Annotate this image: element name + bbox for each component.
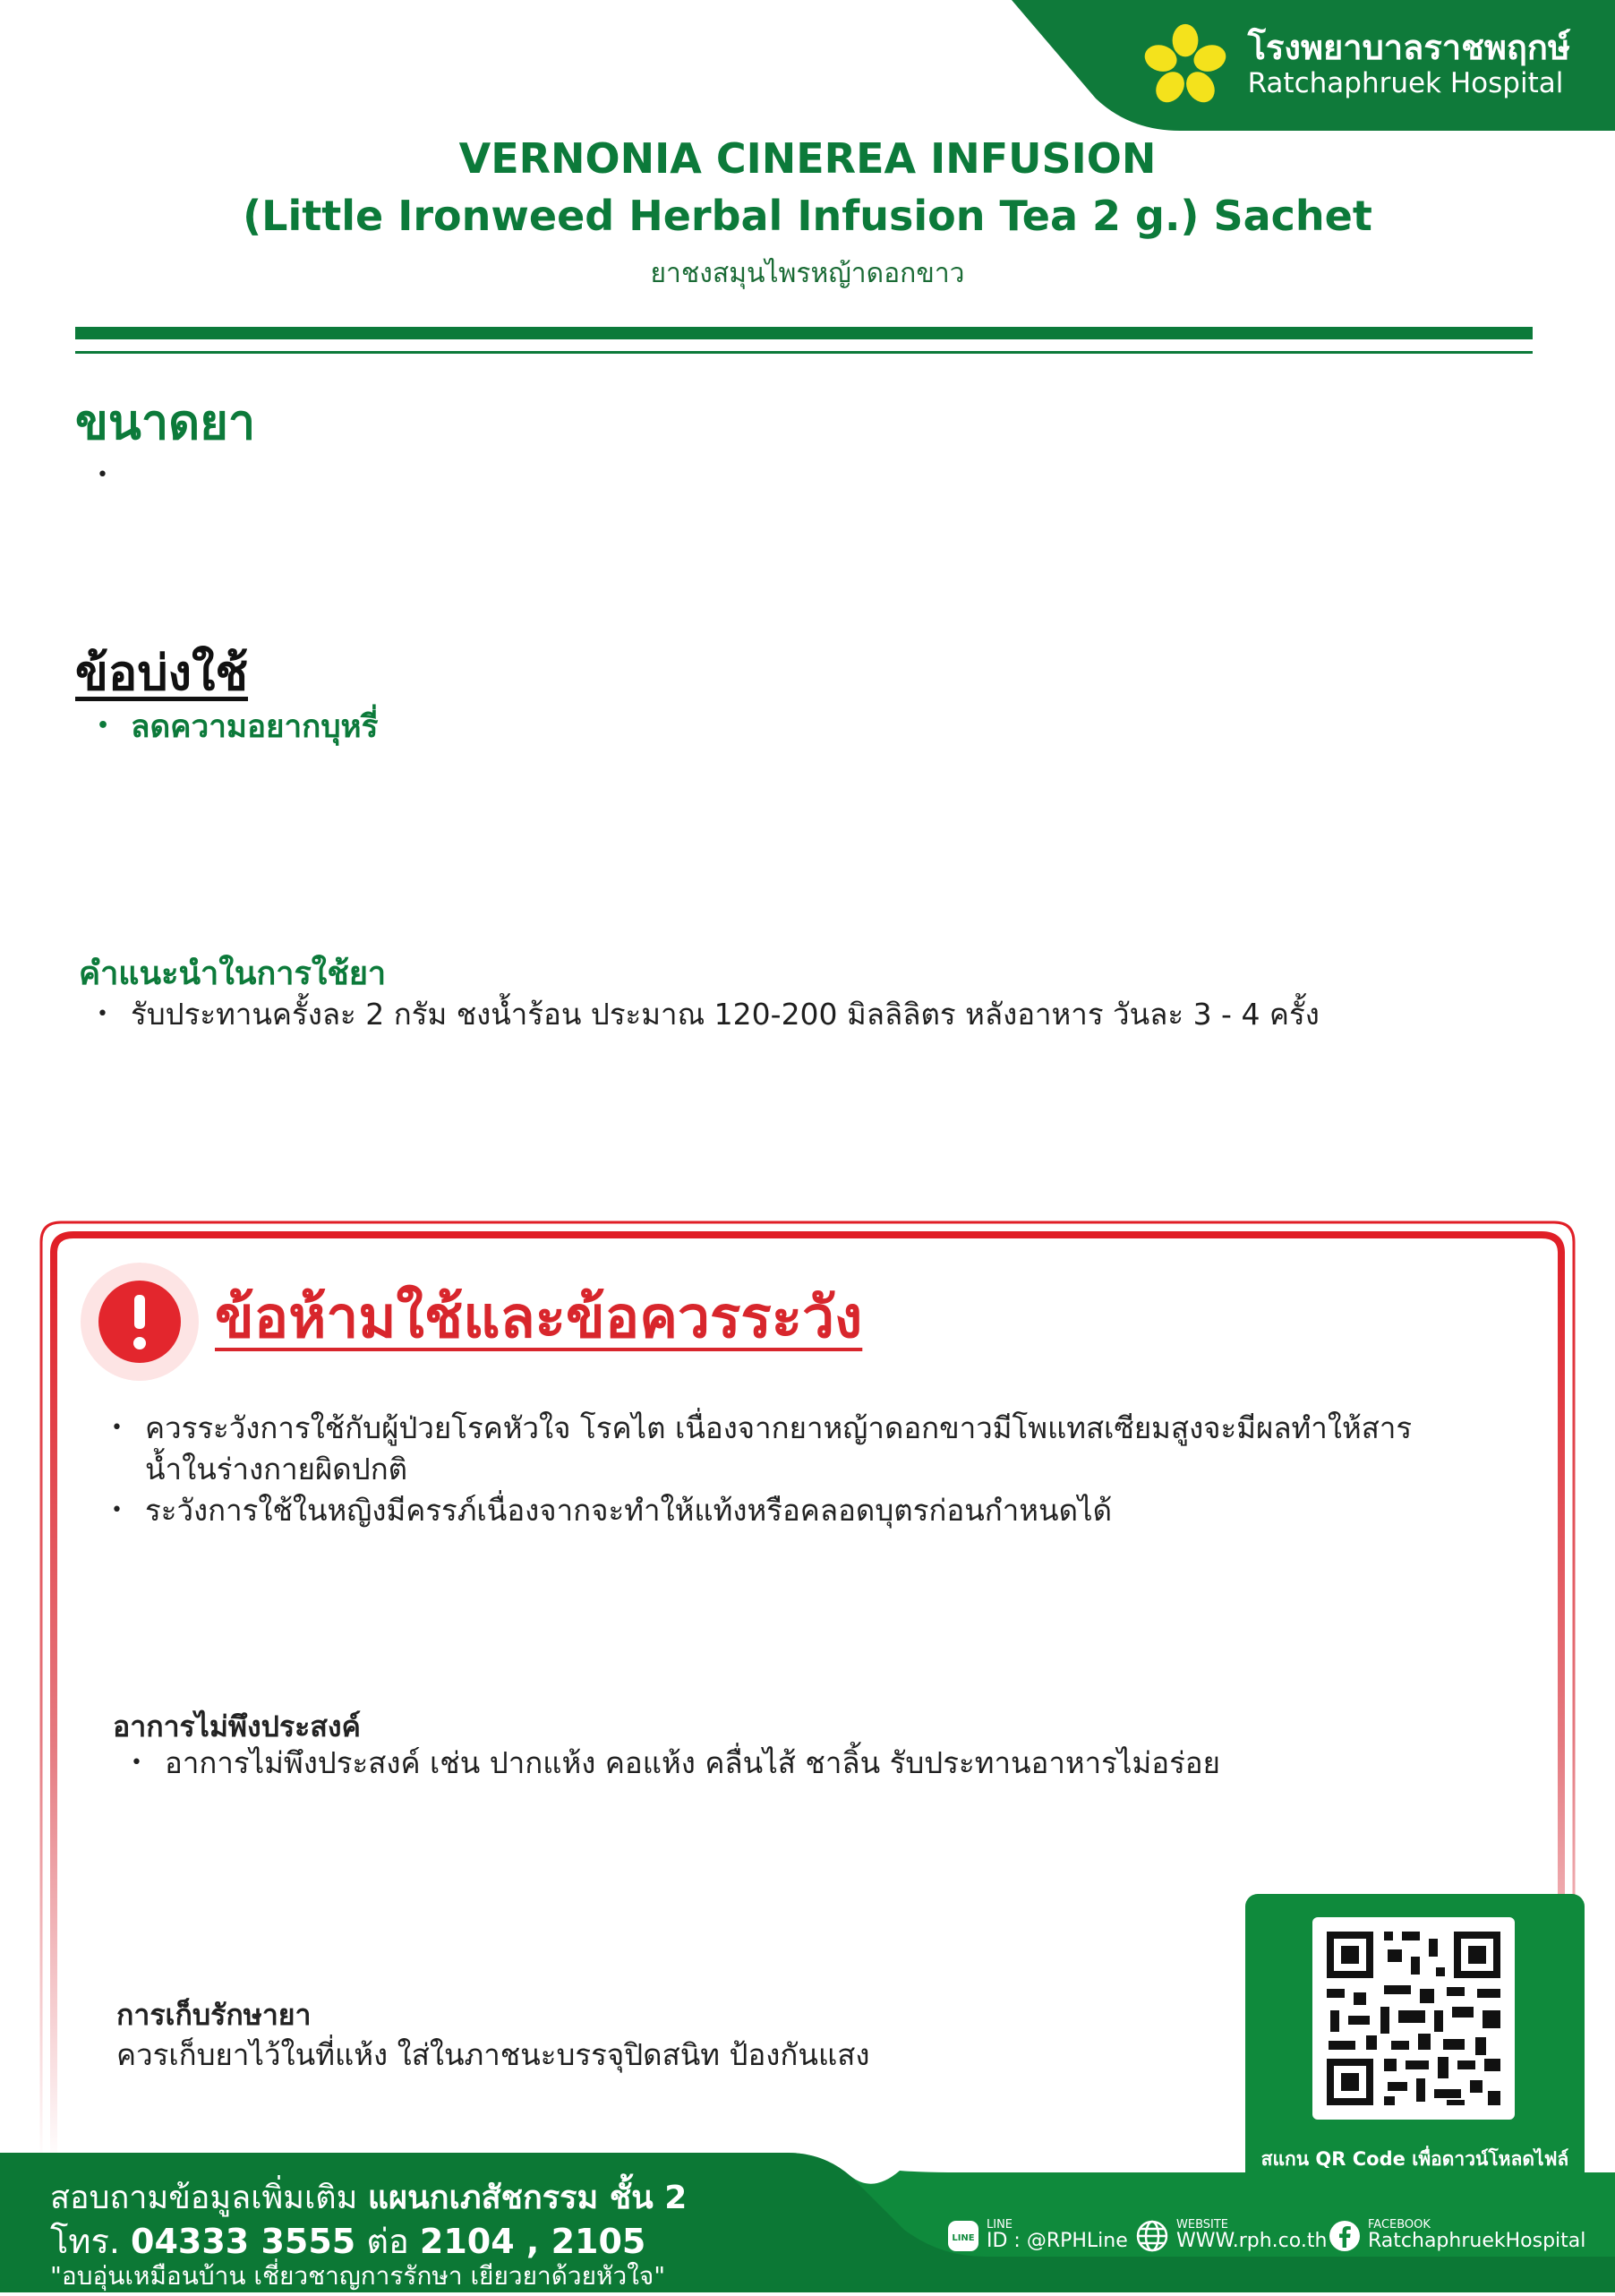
line-icon [947, 2220, 979, 2252]
facebook-page: RatchaphruekHospital [1368, 2230, 1586, 2252]
hospital-logo [1142, 21, 1570, 107]
footer-contact-prefix: สอบถามข้อมูลเพิ่มเติม [50, 2180, 368, 2216]
footer-department: แผนกเภสัชกรรม ชั้น 2 [367, 2180, 688, 2216]
drug-title-line1: VERNONIA CINEREA INFUSION [458, 134, 1157, 183]
storage-heading: การเก็บรักษายา [116, 1998, 312, 2032]
usage-item: • รับประทานครั้งละ 2 กรัม ชงน้ำร้อน ประมาณ 120-200 มิลลิลิตร หลังอาหาร วันละ 3 - 4 ครั้ง [97, 994, 1440, 1035]
logo-english-name: Ratchaphruek Hospital [1247, 67, 1564, 100]
warning-item: • ระวังการใช้ในหญิงมีครรภ์เนื่องจากจะทำให้แท้งหรือคลอดบุตรก่อนกำหนดได้ [111, 1490, 1418, 1531]
qr-code-image[interactable] [1312, 1917, 1515, 2120]
line-id: ID : @RPHLine [987, 2230, 1128, 2252]
globe-icon [1135, 2219, 1169, 2253]
storage-text: ควรเก็บยาไว้ในที่แห้ง ใส่ในภาชนะบรรจุปิดสนิท ป้องกันแสง [116, 2037, 870, 2072]
facebook-contact[interactable] [1329, 2219, 1585, 2252]
flower-logo-icon [1142, 21, 1228, 107]
dosage-heading: ขนาดยา [75, 394, 256, 450]
footer-ext-number: 2104 , 2105 [419, 2222, 646, 2261]
svg-text:LINE: LINE [952, 2232, 975, 2243]
qr-caption: สแกน QR Code เพื่อดาวน์โหลดไฟล์ [1260, 2148, 1569, 2170]
logo-thai-name: โรงพยาบาลราชพฤกษ์ [1247, 28, 1570, 68]
warning-item: • ควรระวังการใช้กับผู้ป่วยโรคหัวใจ โรคไต เนื่องจากยาหญ้าดอกขาวมีโพแทสเซียมสูงจะมีผลทำให้สารน้ำในร่างกายผิดปกติ [111, 1408, 1418, 1490]
alert-icon [79, 1261, 201, 1383]
drug-thai-name: ยาชงสมุนไพรหญ้าดอกขาว [650, 258, 965, 289]
website-url: WWW.rph.co.th [1176, 2230, 1328, 2253]
divider-thick [75, 327, 1533, 339]
indication-item: • ลดความอยากบุหรี่ [97, 706, 378, 750]
divider-thin [75, 351, 1533, 354]
line-contact[interactable] [947, 2219, 1128, 2252]
indications-list [97, 706, 378, 750]
website-label: WEBSITE [1176, 2218, 1228, 2232]
side-effect-item: • อาการไม่พึงประสงค์ เช่น ปากแห้ง คอแห้ง คลื่นไส้ ชาลิ้น รับประทานอาหารไม่อร่อย [131, 1743, 1295, 1784]
website-contact[interactable] [1135, 2219, 1327, 2253]
usage-list [97, 994, 1440, 1035]
side-effects-list [131, 1743, 1295, 1784]
warnings-heading: ข้อห้ามใช้และข้อควรระวัง [215, 1285, 863, 1351]
usage-heading: คำแนะนำในการใช้ยา [79, 955, 387, 992]
warnings-list [111, 1408, 1418, 1532]
line-label: LINE [987, 2218, 1013, 2232]
drug-title-line2: (Little Ironweed Herbal Infusion Tea 2 g.) Sachet [243, 192, 1372, 240]
footer-phone-prefix: โทร. [50, 2222, 132, 2261]
footer-phone-number[interactable]: 04333 3555 [131, 2222, 356, 2261]
facebook-label: FACEBOOK [1368, 2218, 1431, 2232]
indications-heading: ข้อบ่งใช้ [75, 645, 249, 701]
drug-title-block [0, 134, 1615, 295]
facebook-icon [1329, 2220, 1361, 2252]
side-effects-heading: อาการไม่พึงประสงค์ [113, 1709, 361, 1743]
footer-ext-prefix: ต่อ [355, 2222, 420, 2261]
footer-slogan: "อบอุ่นเหมือนบ้าน เชี่ยวชาญการรักษา เยียวยาด้วยหัวใจ" [50, 2261, 666, 2291]
